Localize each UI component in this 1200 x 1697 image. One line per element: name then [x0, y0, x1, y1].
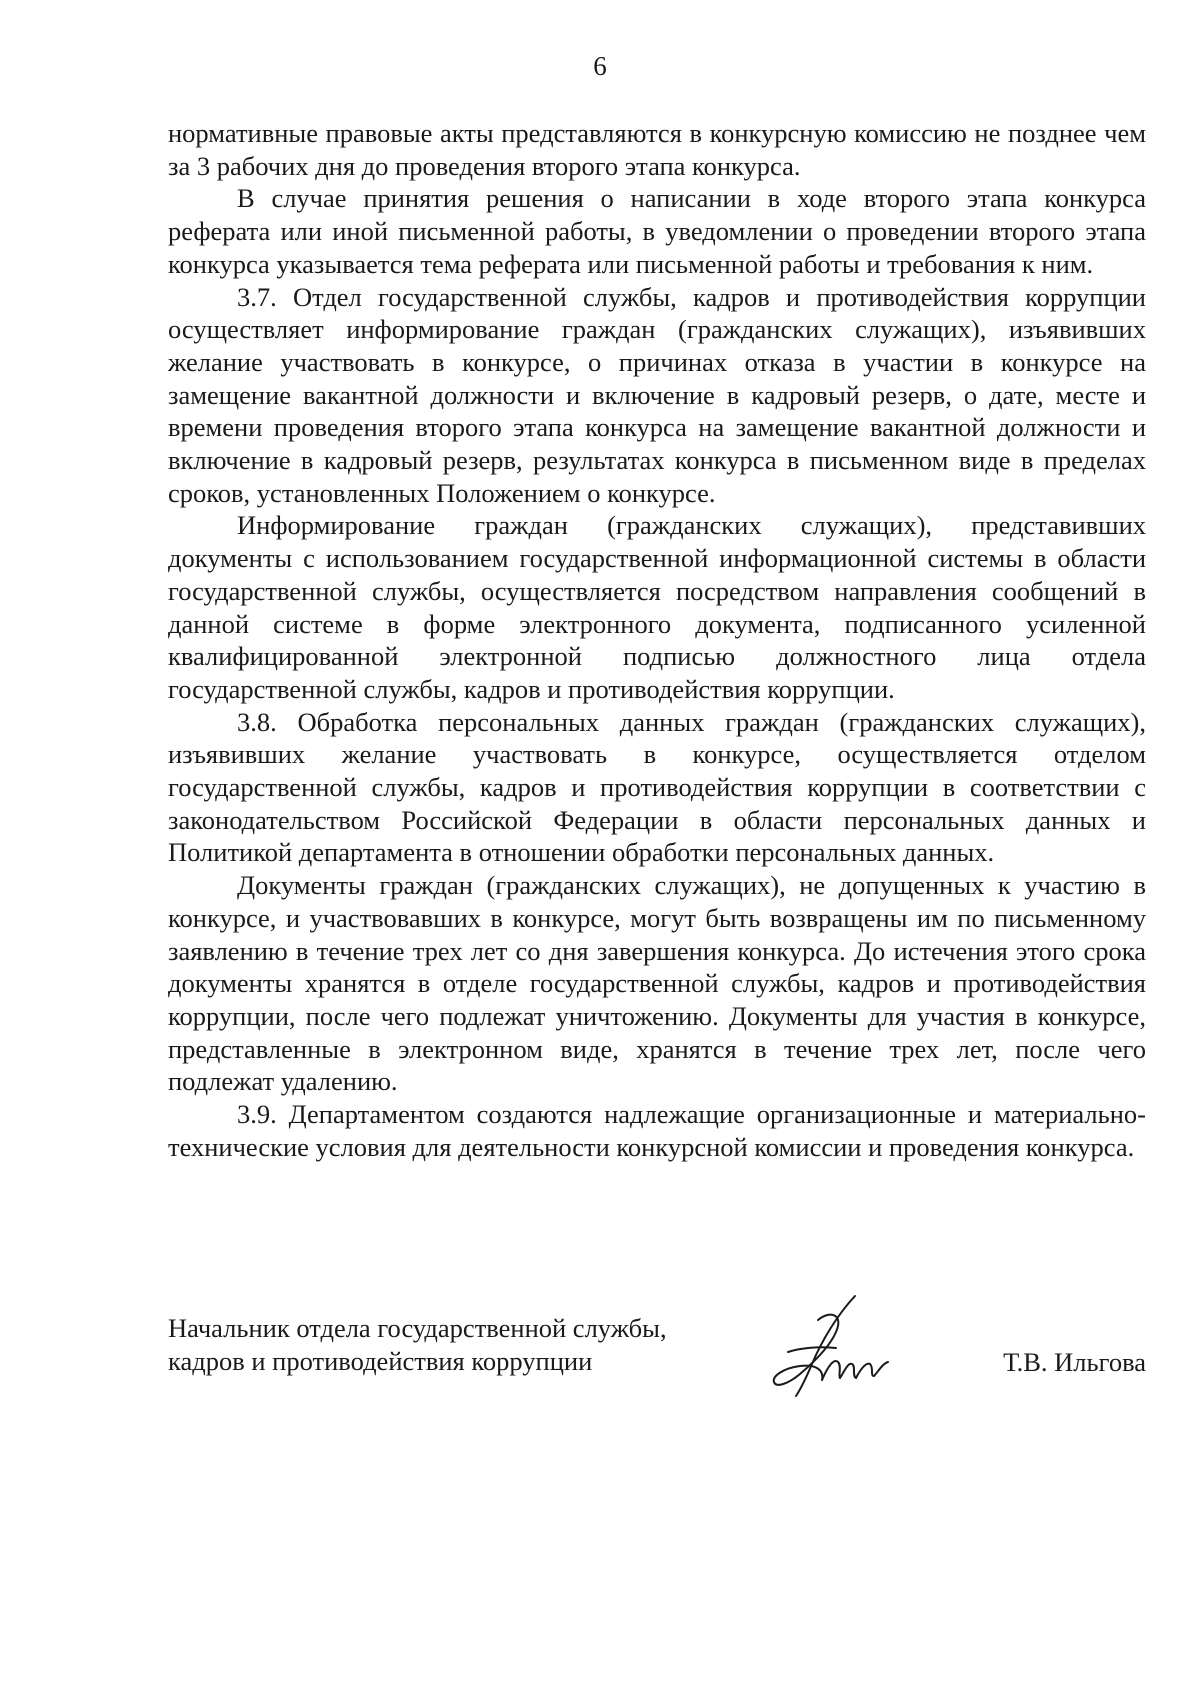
signatory-title-line: кадров и противодействия коррупции: [168, 1346, 593, 1376]
handwritten-signature: [760, 1292, 910, 1402]
paragraph: Документы граждан (гражданских служащих), не допущенных к участию в конкурсе, и участвовавших в конкурсе, могут быть возвращены им по письменному заявлению в течение трех лет со дня завершения конкурса. До истечения этого срока документы хранятся в отделе государственной службы, кадров и противодействия коррупции, после чего подлежат уничтожению. Документы для участия в конкурсе, представленные в электронном виде, хранятся в течение трех лет, после чего подлежат удалению.: [168, 870, 1146, 1097]
paragraph-3-8: 3.8. Обработка персональных данных граждан (гражданских служащих), изъявивших желание участвовать в конкурсе, осуществляется отделом государственной службы, кадров и противодействия коррупции в соответствии с законодательством Российской Федерации в области персональных данных и Политикой департамента в отношении обработки персональных данных.: [168, 706, 1146, 868]
paragraph-3-7: 3.7. Отдел государственной службы, кадров и противодействия коррупции осуществляет информирование граждан (гражданских служащих), изъявивших желание участвовать в конкурсе, о причинах отказа в участии в конкурсе на замещение вакантной должности и включение в кадровый резерв, о дате, месте и времени проведения второго этапа конкурса на замещение вакантной должности и включение в кадровый резерв, результатах конкурса в письменном виде в пределах сроков, установленных Положением о конкурсе.: [168, 281, 1146, 508]
document-body: [168, 117, 1146, 1164]
paragraph: В случае принятия решения о написании в ходе второго этапа конкурса реферата или иной письменной работы, в уведомлении о проведении второго этапа конкурса указывается тема реферата или письменной работы и требования к ним.: [168, 183, 1146, 279]
paragraph-3-9: 3.9. Департаментом создаются надлежащие организационные и материально-технические условия для деятельности конкурсной комиссии и проведения конкурса.: [168, 1099, 1146, 1162]
signatory-title-line: Начальник отдела государственной службы,: [168, 1313, 667, 1343]
signature-block: [168, 1312, 1146, 1422]
page-number: 6: [593, 51, 607, 81]
paragraph: Информирование граждан (гражданских служащих), представивших документы с использованием государственной информационной системы в области государственной службы, осуществляется посредством направления сообщений в данной системе в форме электронного документа, подписанного усиленной квалифицированной электронной подписью должностного лица отдела государственной службы, кадров и противодействия коррупции.: [168, 510, 1146, 704]
signatory-title: [168, 1312, 667, 1378]
paragraph: нормативные правовые акты представляются в конкурсную комиссию не позднее чем за 3 рабочих дня до проведения второго этапа конкурса.: [168, 118, 1146, 181]
signatory-name: Т.В. Ильгова: [1003, 1347, 1146, 1377]
